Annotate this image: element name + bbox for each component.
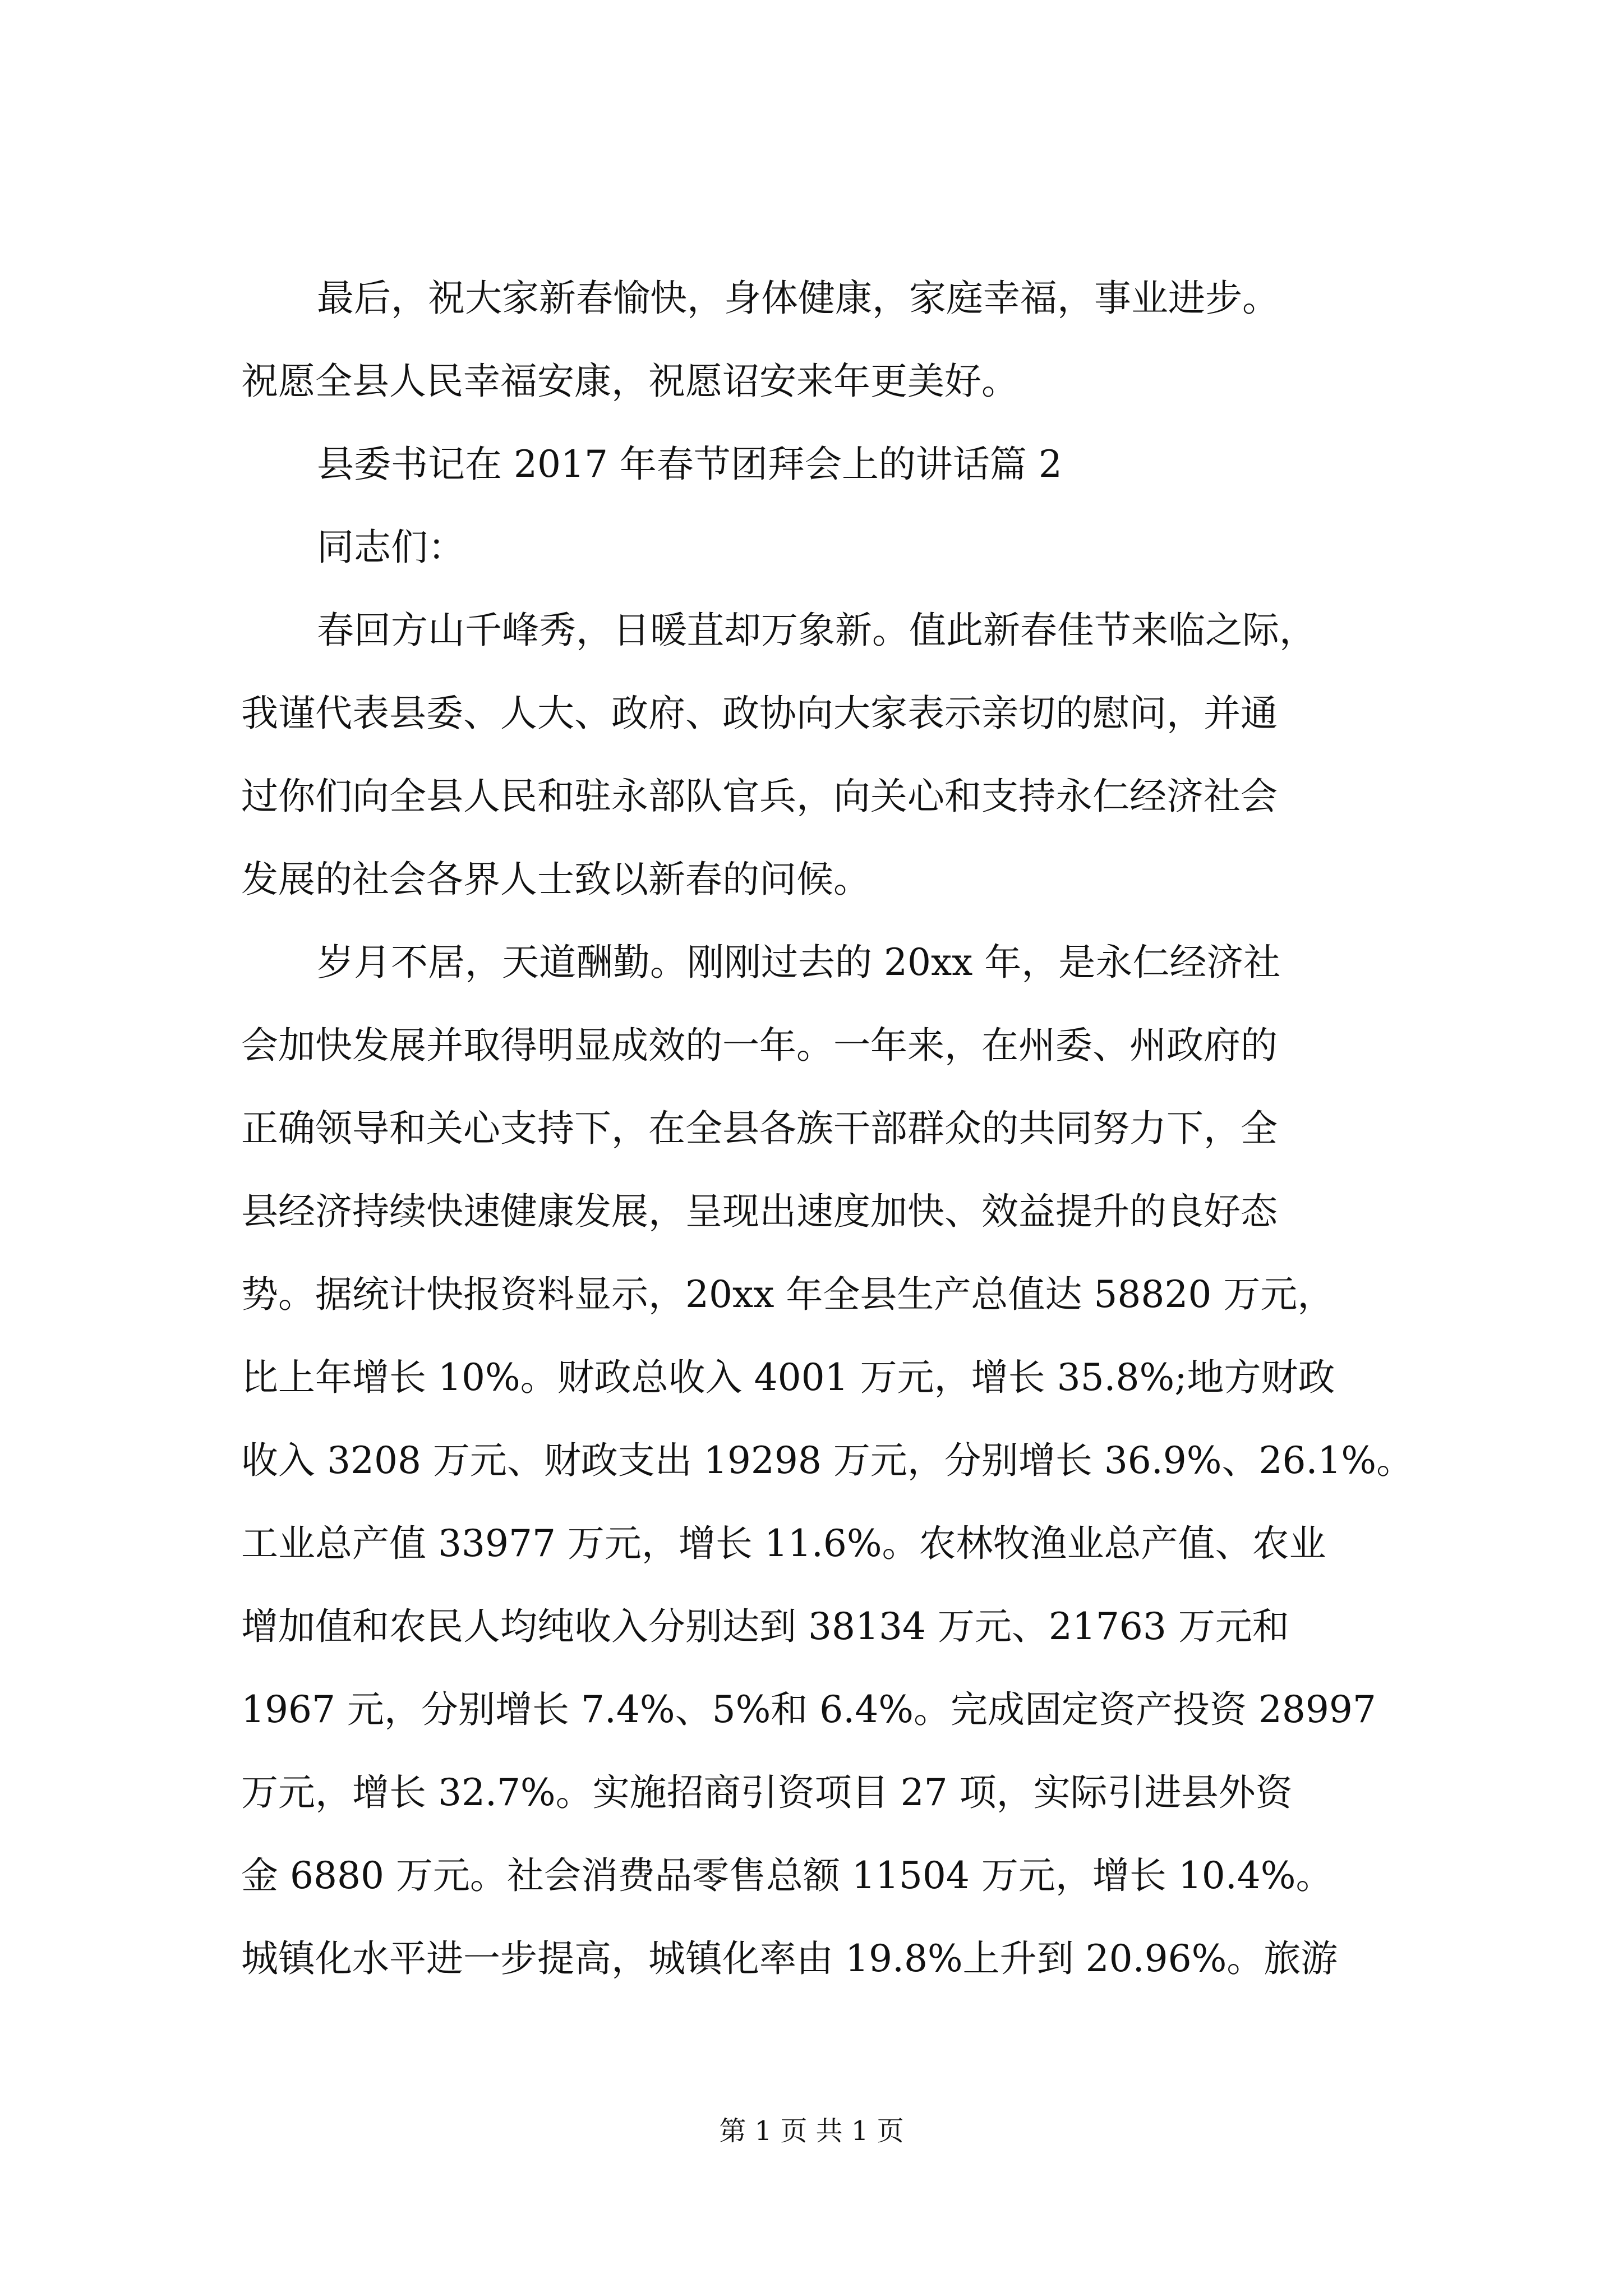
text-line: 县经济持续快速健康发展，呈现出速度加快、效益提升的良好态 [241,1190,1278,1233]
section-heading: 县委书记在 2017 年春节团拜会上的讲话篇 2 [317,443,1062,486]
text-line: 城镇化水平进一步提高，城镇化率由 19.8%上升到 20.96%。旅游 [241,1937,1338,1980]
text-line: 我谨代表县委、人大、政府、政协向大家表示亲切的慰问，并通 [241,692,1278,735]
text-line: 收入 3208 万元、财政支出 19298 万元，分别增长 36.9%、26.1%。 [241,1439,1414,1482]
document-body [241,257,1475,2000]
text-line: 工业总产值 33977 万元，增长 11.6%。农林牧渔业总产值、农业 [241,1522,1326,1565]
text-line: 增加值和农民人均纯收入分别达到 38134 万元、21763 万元和 [241,1605,1289,1648]
text-line: 最后，祝大家新春愉快，身体健康，家庭幸福，事业进步。 [317,277,1279,320]
text-line: 祝愿全县人民幸福安康，祝愿诏安来年更美好。 [241,360,1018,403]
text-line: 会加快发展并取得明显成效的一年。一年来，在州委、州政府的 [241,1024,1278,1067]
text-line: 岁月不居，天道酬勤。刚刚过去的 20xx 年，是永仁经济社 [317,941,1281,984]
text-line: 1967 元，分别增长 7.4%、5%和 6.4%。完成固定资产投资 28997 [241,1688,1376,1731]
text-line: 发展的社会各界人士致以新春的问候。 [241,858,870,901]
text-line: 金 6880 万元。社会消费品零售总额 11504 万元，增长 10.4%。 [241,1854,1333,1897]
text-line: 春回方山千峰秀，日暖苴却万象新。值此新春佳节来临之际， [317,609,1316,652]
text-line: 正确领导和关心支持下，在全县各族干部群众的共同努力下，全 [241,1107,1278,1150]
text-line: 万元，增长 32.7%。实施招商引资项目 27 项，实际引进县外资 [241,1771,1293,1814]
text-line: 过你们向全县人民和驻永部队官兵，向关心和支持永仁经济社会 [241,775,1278,818]
page-number-footer: 第 1 页 共 1 页 [719,2115,904,2147]
text-line: 比上年增长 10%。财政总收入 4001 万元，增长 35.8%;地方财政 [241,1356,1335,1399]
salutation: 同志们： [317,526,465,569]
text-line: 势。据统计快报资料显示，20xx 年全县生产总值达 58820 万元， [241,1273,1335,1316]
